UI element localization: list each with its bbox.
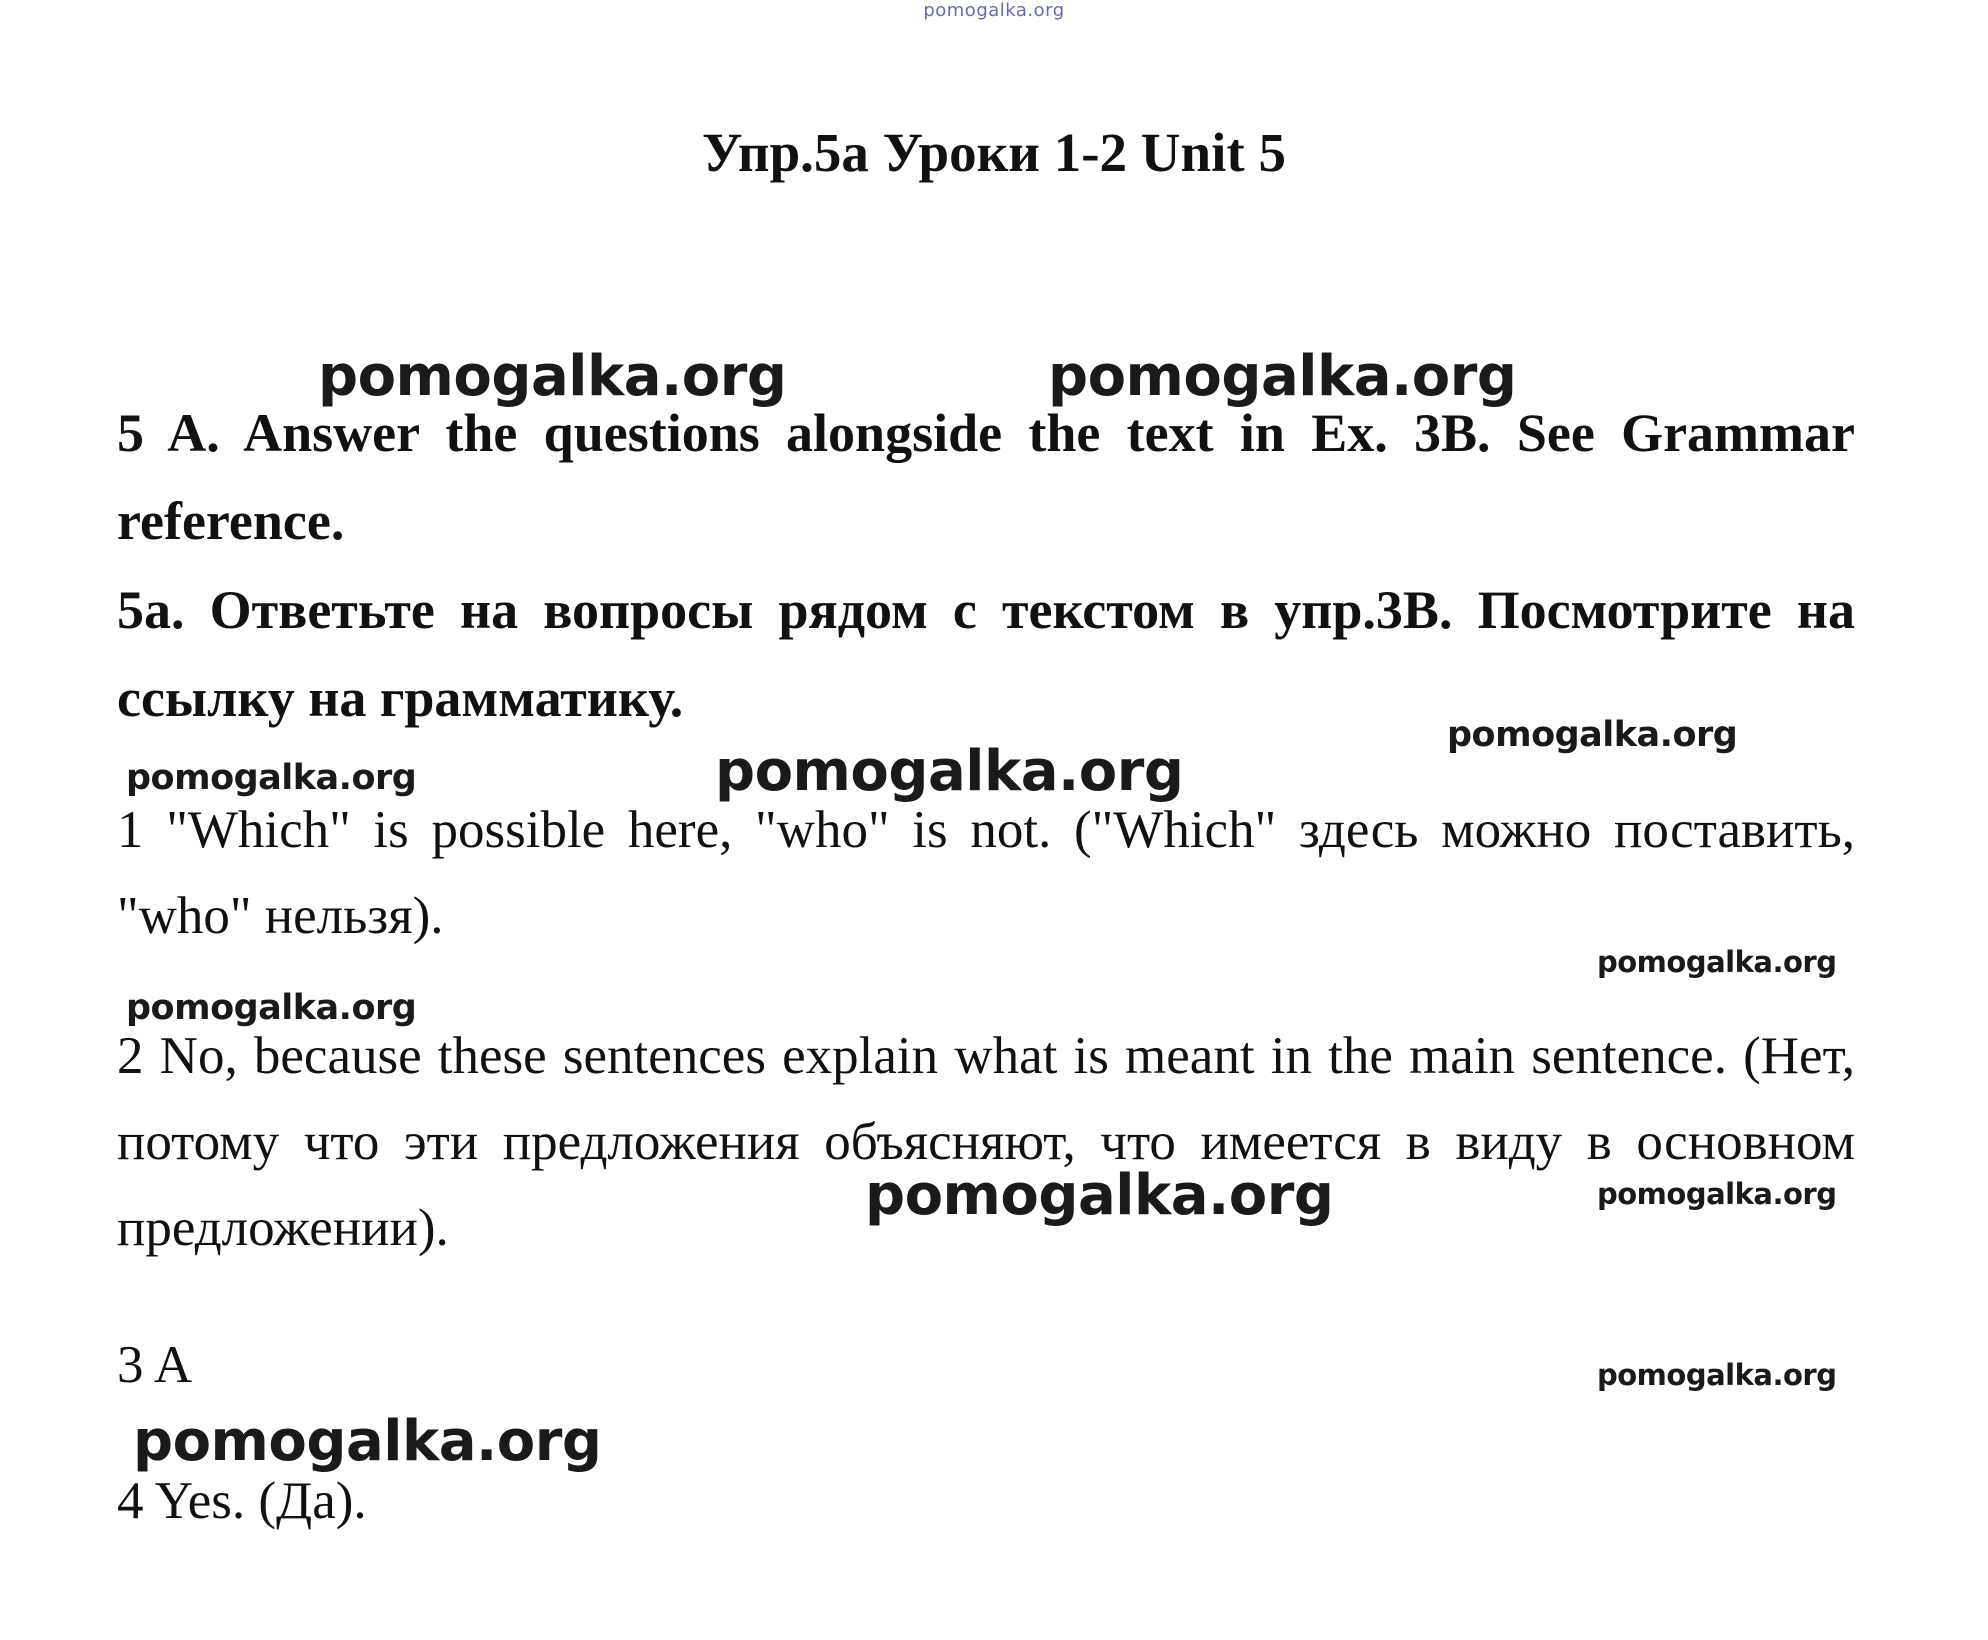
watermark: pomogalka.org [1597, 1358, 1837, 1392]
watermark: pomogalka.org [318, 344, 787, 409]
exercise-heading-en: 5 A. Answer the questions alongside the text in Ex. 3B. See Grammar reference. [117, 403, 1855, 551]
exercise-heading-ru: 5а. Ответьте на вопросы рядом с текстом в упр.3B. Посмотрите на ссылку на грамматику. [117, 580, 1855, 728]
watermark: pomogalka.org [126, 988, 417, 1028]
watermark: pomogalka.org [1447, 715, 1738, 755]
answer-1: 1 "Which" is possible here, "who" is not. ("Which" здесь можно поставить, "who" нельзя). [117, 801, 1855, 945]
answer-4: 4 Yes. (Да). [117, 1472, 367, 1530]
watermark: pomogalka.org [126, 758, 417, 798]
watermark: pomogalka.org [133, 1409, 602, 1474]
page-title: Упр.5а Уроки 1-2 Unit 5 [702, 122, 1286, 183]
answer-2: 2 No, because these sentences explain what is meant in the main sentence. (Нет, потому что эти предложения объясняют, что имеется в виду в основном предложении). [117, 1027, 1855, 1257]
watermark: pomogalka.org [715, 739, 1184, 804]
watermark: pomogalka.org [1048, 344, 1517, 409]
top-watermark: pomogalka.org [923, 0, 1065, 21]
watermark: pomogalka.org [865, 1163, 1334, 1228]
watermark: pomogalka.org [1597, 1177, 1837, 1211]
watermark: pomogalka.org [1597, 945, 1837, 979]
answer-3: 3 A [117, 1336, 193, 1394]
